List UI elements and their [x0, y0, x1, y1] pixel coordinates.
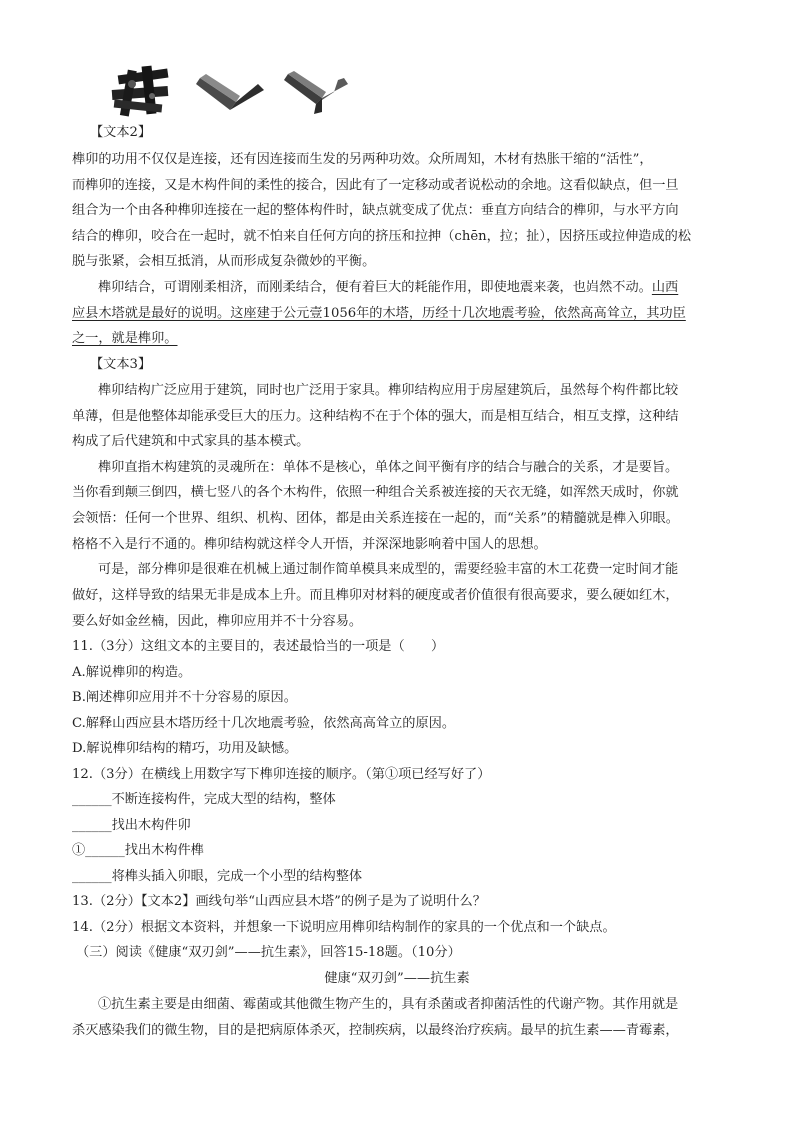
question-13: 13.（2分）【文本2】画线句举“山西应县木塔”的例子是为了说明什么？: [72, 894, 486, 909]
option-c: C.解释山西应县木塔历经十几次地震考验，依然高高耸立的原因。: [72, 716, 456, 731]
text3-para2-line2: 当你看到颠三倒四，横七竖八的各个木构件，依照一种组合关系被连接的天衣无缝，如浑然天成时，你就: [72, 485, 679, 500]
text3-para2-line4: 格格不入是行不通的。榫卯结构就这样令人开悟，并深深地影响着中国人的思想。: [72, 537, 547, 552]
order-step-blank-3: ______将榫头插入卯眼，完成一个小型的结构整体: [72, 869, 363, 884]
underlined-sentence-line3: 之一，就是榫卯。: [72, 331, 178, 346]
text2-heading: 【文本2】: [90, 125, 152, 140]
mortise-piece-image: [196, 74, 264, 110]
question-14: 14.（2分）根据文本资料，并想象一下说明应用榫卯结构制作的家具的一个优点和一个缺点。: [72, 920, 616, 935]
underlined-sentence-line2: 应县木塔就是最好的说明。这座建于公元壹1056年的木塔，历经十几次地震考验，依然高高耸立，其功臣: [72, 306, 686, 321]
text3-para3-line2: 做好，这样导致的结果无非是成本上升。而且榫卯对材料的硬度或者价值很有很高要求，要么硬如红木，: [72, 588, 679, 603]
order-step-filled-1: ①______找出木构件榫: [72, 843, 204, 858]
text3-para1-line1: 榫卯结构广泛应用于建筑，同时也广泛用于家具。榫卯结构应用于房屋建筑后，虽然每个构件都比较: [98, 383, 679, 398]
text3-heading: 【文本3】: [90, 357, 152, 372]
article-para1-line1: ①抗生素主要是由细菌、霉菌或其他微生物产生的，具有杀菌或者抑菌活性的代谢产物。其作用就是: [98, 997, 679, 1012]
text3-para3-line3: 要么好如金丝楠，因此，榫卯应用并不十分容易。: [72, 614, 363, 629]
option-d: D.解说榫卯结构的精巧，功用及缺憾。: [72, 741, 298, 756]
text3-para1-line3: 构成了后代建筑和中式家具的基本模式。: [72, 434, 310, 449]
text3-para1-line2: 单薄，但是他整体却能承受巨大的压力。这种结构不在于个体的强大，而是相互结合，相互支撑，这种结: [72, 409, 679, 424]
text3-para3-line1: 可是，部分榫卯是很难在机械上通过制作简单模具来成型的，需要经验丰富的木工花费一定时间才能: [98, 562, 679, 577]
article-title: 健康“双刃剑”——抗生素: [324, 971, 470, 986]
underlined-sentence-start: 山西: [651, 280, 679, 295]
article-para1-line2: 杀灭感染我们的微生物，目的是把病原体杀灭，控制疾病，以最终治疗疾病。最早的抗生素——青霉素，: [72, 1023, 679, 1038]
text2-para2-line1: [98, 279, 678, 297]
mortise-tenon-figures: [108, 62, 358, 122]
wood-joint-images: [108, 62, 358, 122]
question-12: 12.（3分）在横线上用数字写下榫卯连接的顺序。（第①项已经写好了）: [72, 767, 491, 782]
text2-para2-text: 榫卯结合，可谓刚柔相济，而刚柔结合，便有着巨大的耗能作用，即使地震来袭，也岿然不动。: [98, 280, 652, 295]
interlocking-joint-image: [112, 66, 169, 117]
text3-para2-line1: 榫卯直指木构建筑的灵魂所在：单体不是核心，单体之间平衡有序的结合与融合的关系，才是要旨。: [98, 460, 679, 475]
option-a: A.解说榫卯的构造。: [72, 665, 192, 680]
question-11: 11.（3分）这组文本的主要目的，表述最恰当的一项是（ ）: [72, 639, 445, 654]
section-3-instruction: （三）阅读《健康“双刃剑”——抗生素》，回答15-18题。（10分）: [76, 945, 461, 960]
order-step-blank-1: ______不断连接构件，完成大型的结构，整体: [72, 792, 336, 807]
text2-para1-line5: 脱与张紧，会相互抵消，从而形成复杂微妙的平衡。: [72, 254, 376, 269]
text3-para2-line3: 会领悟：任何一个世界、组织、机构、团体，都是由关系连接在一起的，而“关系”的精髓就是榫入卯眼。: [72, 511, 679, 526]
text2-para1-line2: 而榫卯的连接，又是木构件间的柔性的接合，因此有了一定移动或者说松动的余地。这看似缺点，但一旦: [72, 178, 679, 193]
text2-para1-line4: 结合的榫卯，咬合在一起时，就不怕来自任何方向的挤压和拉抻（chēn，拉；扯），因挤压或拉伸造成的松: [72, 229, 692, 244]
option-b: B.阐述榫卯应用并不十分容易的原因。: [72, 690, 297, 705]
order-step-blank-2: ______找出木构件卯: [72, 818, 191, 833]
text2-para1-line1: 榫卯的功用不仅仅是连接，还有因连接而生发的另两种功效。众所周知，木材有热胀干缩的“活性”，: [72, 152, 653, 167]
text2-para1-line3: 组合为一个由各种榫卯连接在一起的整体构件时，缺点就变成了优点：垂直方向结合的榫卯，与水平方向: [72, 203, 679, 218]
tenon-piece-image: [284, 71, 348, 114]
